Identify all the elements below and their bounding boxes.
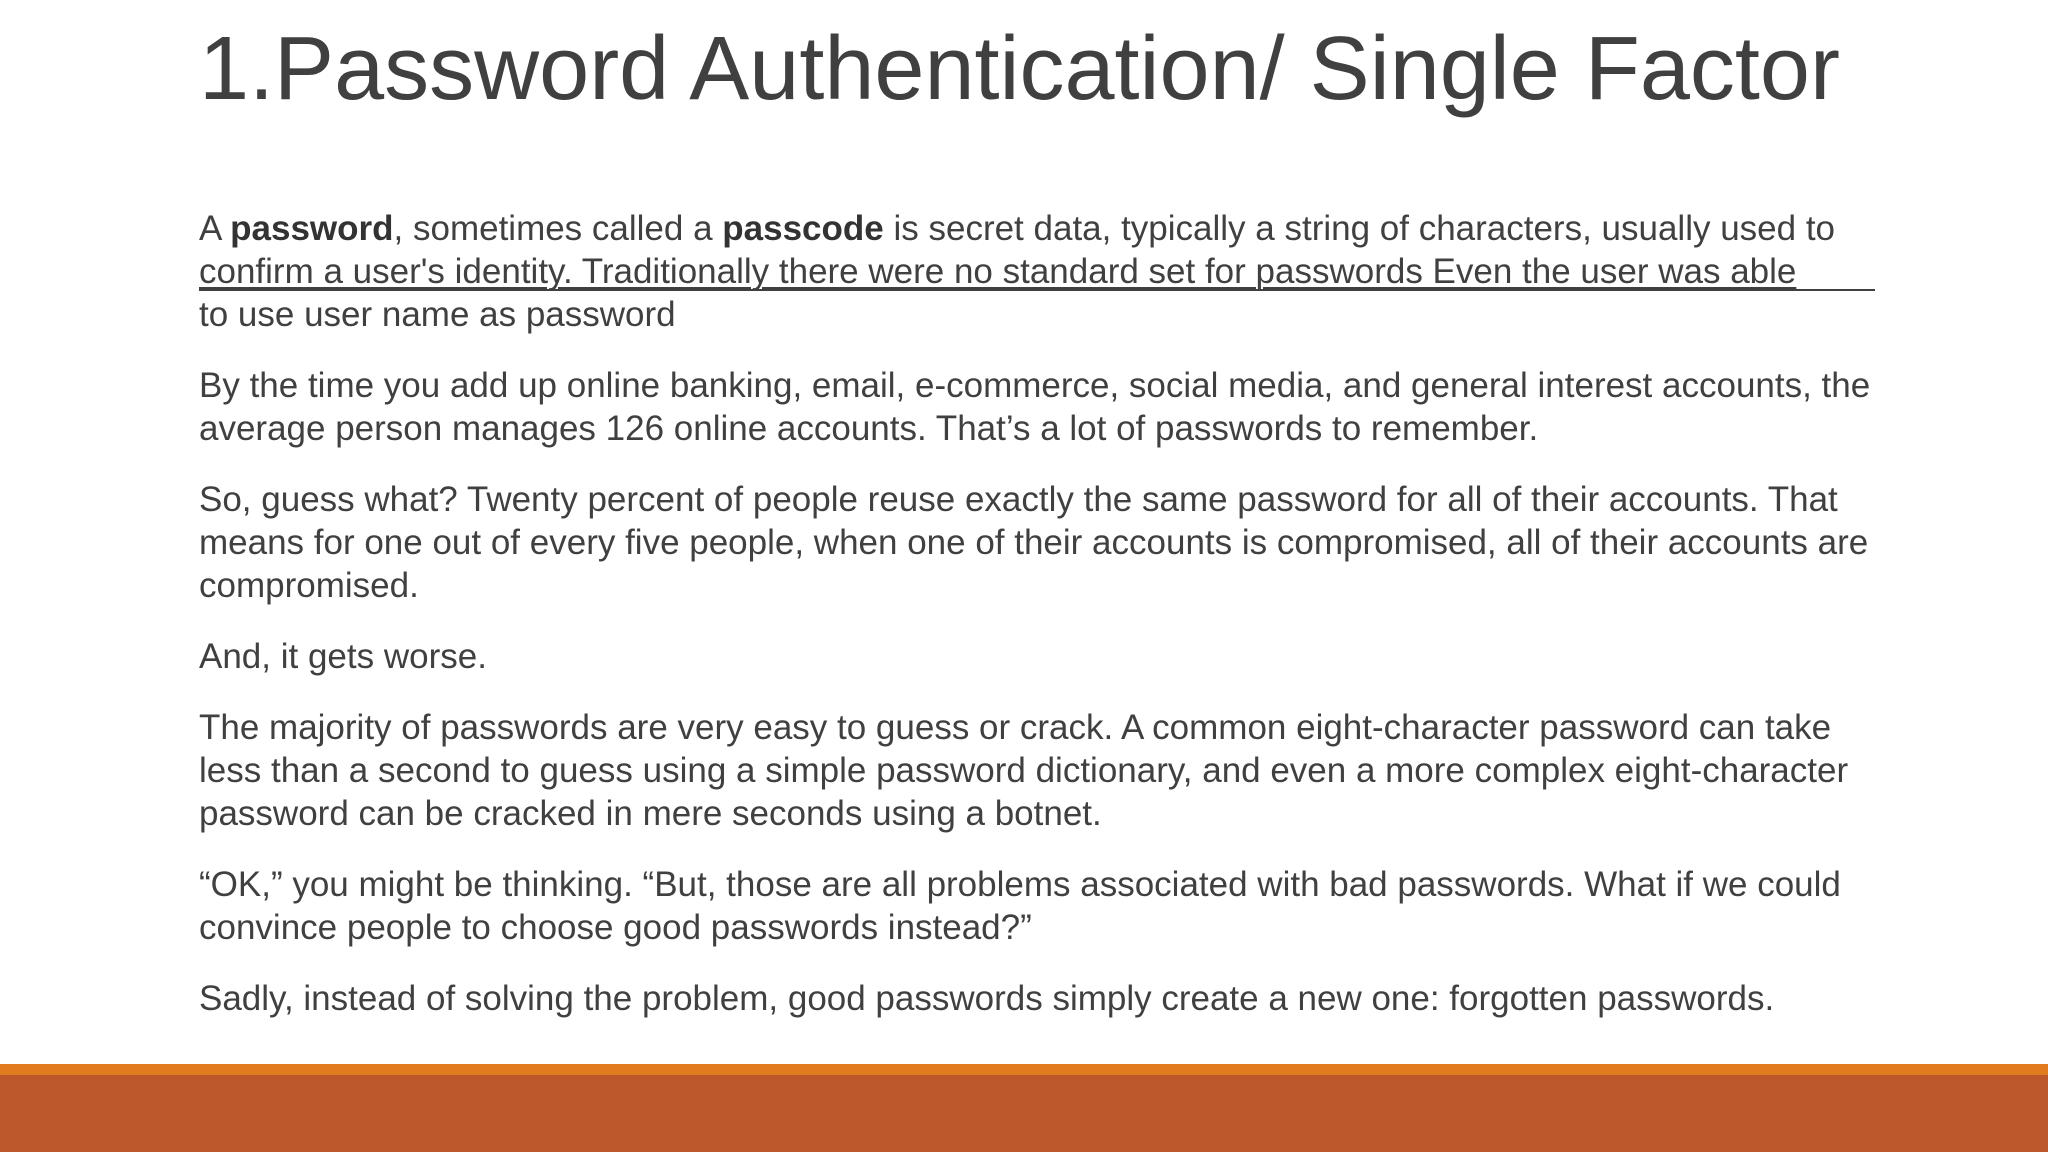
slide-body — [199, 207, 1889, 1048]
paragraph-worse: And, it gets worse. — [199, 637, 487, 676]
paragraph-accounts: By the time you add up online banking, email, e-commerce, social media, and general interest accounts, the average person manages 126 online accounts. That’s a lot of passwords to remember. — [199, 366, 1871, 448]
paragraph-password-definition — [199, 207, 1889, 336]
definition-line-1 — [199, 209, 1835, 248]
text-segment: , sometimes called a — [393, 209, 723, 248]
slide-title: 1.Password Authentication/ Single Factor — [199, 19, 1840, 119]
footer-accent-stripe — [0, 1064, 2048, 1075]
bold-term-passcode: passcode — [722, 209, 884, 248]
paragraph-forgotten: Sadly, instead of solving the problem, good passwords simply create a new one: forgotten passwords. — [199, 979, 1775, 1018]
definition-line-3: to use user name as password — [199, 295, 676, 334]
paragraph-cracking: The majority of passwords are very easy to guess or crack. A common eight-character password can take less than a second to guess using a simple password dictionary, and even a more complex eight-character password can be cracked in mere seconds using a botnet. — [199, 708, 1849, 833]
bold-term-password: password — [230, 209, 394, 248]
paragraph-good-passwords: “OK,” you might be thinking. “But, those are all problems associated with bad passwords. What if we could convince people to choose good passwords instead?” — [199, 865, 1841, 947]
paragraph-reuse: So, guess what? Twenty percent of people reuse exactly the same password for all of their accounts. That means for one out of every five people, when one of their accounts is compromised, all of their accounts are compromised. — [199, 480, 1869, 605]
text-segment: A — [199, 209, 231, 248]
definition-line-2: confirm a user's identity. Traditionally there were no standard set for passwords Even the user was able — [199, 252, 1797, 291]
text-segment: is secret data, typically a string of characters, usually used to — [883, 209, 1836, 248]
footer-band — [0, 1075, 2048, 1152]
